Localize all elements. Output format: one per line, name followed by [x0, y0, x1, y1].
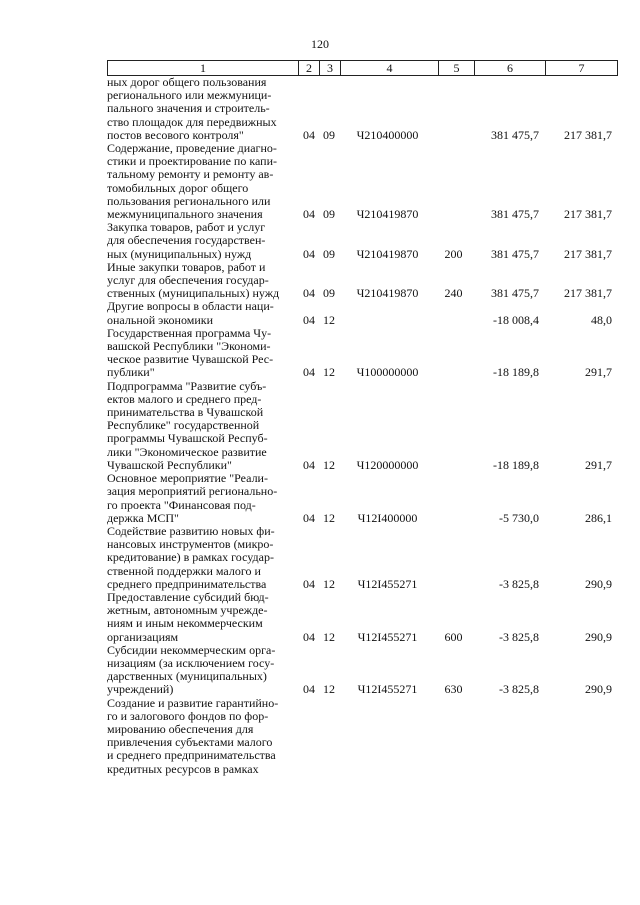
- description-line: программы Чувашской Респуб-: [107, 431, 268, 446]
- description-line: Содействие развитию новых фи-: [107, 523, 275, 538]
- expense-type-code: [436, 380, 471, 472]
- section-code: 04: [303, 286, 315, 301]
- table-row: [107, 261, 612, 301]
- row-description: [107, 300, 299, 326]
- amount-change: -5 730,0: [499, 510, 539, 525]
- target-article-code: Ч210419870: [356, 207, 419, 222]
- section-code: 04: [303, 312, 315, 327]
- expense-type-code: 240: [444, 286, 463, 301]
- description-line: ниям и иным некоммерческим: [107, 616, 263, 631]
- amount-change: 381 475,7: [491, 246, 539, 261]
- description-line: и среднего предпринимательства: [107, 748, 276, 763]
- description-line: пального значения и строитель-: [107, 101, 270, 116]
- description-line: Иные закупки товаров, работ и: [107, 259, 266, 274]
- description-line: низациям (за исключением госу-: [107, 655, 275, 670]
- description-line: принимательства в Чувашской: [107, 405, 264, 420]
- amount-total: 291,7: [585, 457, 612, 472]
- expense-type-code: 200: [444, 246, 463, 261]
- description-line: лики "Экономическое развитие: [107, 444, 267, 459]
- description-line: ных (муниципальных) нужд: [107, 246, 252, 261]
- row-description: [107, 327, 299, 380]
- subsection-code: 09: [323, 286, 335, 301]
- amount-total: 290,9: [585, 576, 612, 591]
- subsection-code: 12: [323, 312, 335, 327]
- expense-type-code: [436, 76, 471, 142]
- description-line: регионального или межмуници-: [107, 88, 272, 103]
- description-line: для обеспечения государствен-: [107, 233, 266, 248]
- amount-total: 290,9: [585, 682, 612, 697]
- row-description: [107, 697, 299, 776]
- description-line: среднего предпринимательства: [107, 576, 267, 591]
- description-line: публики": [107, 365, 155, 380]
- expense-type-code: [436, 300, 471, 326]
- description-line: привлечения субъектами малого: [107, 735, 273, 750]
- description-line: организациям: [107, 629, 179, 644]
- table-row: [107, 380, 612, 472]
- row-description: [107, 525, 299, 591]
- target-article-code: Ч12I455271: [357, 576, 418, 591]
- target-article-code: [339, 697, 436, 776]
- column-header-5: 5: [439, 61, 475, 76]
- budget-table: [107, 76, 612, 776]
- row-description: [107, 591, 299, 644]
- subsection-code: 12: [323, 365, 335, 380]
- description-line: Содержание, проведение диагно-: [107, 141, 277, 156]
- section-code: 04: [303, 365, 315, 380]
- description-line: Основное мероприятие "Реали-: [107, 471, 268, 486]
- description-line: дарственных (муниципальных): [107, 669, 267, 684]
- column-header-2: 2: [299, 61, 320, 76]
- row-description: [107, 76, 299, 142]
- expense-type-code: [436, 142, 471, 221]
- amount-total: 48,0: [591, 312, 612, 327]
- target-article-code: Ч12I455271: [357, 682, 418, 697]
- table-row: [107, 591, 612, 644]
- subsection-code: 12: [323, 510, 335, 525]
- subsection-code: 12: [323, 629, 335, 644]
- target-article-code: [339, 300, 436, 326]
- description-line: Чувашской Республики": [107, 457, 232, 472]
- table-row: [107, 472, 612, 525]
- subsection-code: 09: [323, 127, 335, 142]
- amount-change: 381 475,7: [491, 127, 539, 142]
- description-line: кредитование) в рамках государ-: [107, 550, 274, 565]
- subsection-code: 09: [323, 207, 335, 222]
- description-line: Подпрограмма "Развитие субъ-: [107, 378, 267, 393]
- description-line: Закупка товаров, работ и услуг: [107, 220, 266, 235]
- description-line: кредитных ресурсов в рамках: [107, 761, 259, 776]
- expense-type-code: 600: [444, 629, 463, 644]
- expense-type-code: 630: [444, 682, 463, 697]
- description-line: ональной экономики: [107, 312, 213, 327]
- column-header-1: 1: [108, 61, 299, 76]
- page-number: 120: [311, 37, 329, 51]
- description-line: го проекта "Финансовая под-: [107, 497, 256, 512]
- amount-total: 286,1: [585, 510, 612, 525]
- column-header-3: 3: [320, 61, 341, 76]
- description-line: Республике" государственной: [107, 418, 260, 433]
- description-line: ственной поддержки малого и: [107, 563, 261, 578]
- subsection-code: 12: [323, 682, 335, 697]
- amount-change: -18 008,4: [493, 312, 539, 327]
- subsection-code: [319, 697, 339, 776]
- section-code: 04: [303, 246, 315, 261]
- subsection-code: 09: [323, 246, 335, 261]
- row-description: [107, 472, 299, 525]
- section-code: [299, 697, 319, 776]
- subsection-code: 12: [323, 457, 335, 472]
- table-row: [107, 697, 612, 776]
- target-article-code: Ч12I455271: [357, 629, 418, 644]
- target-article-code: Ч120000000: [356, 457, 419, 472]
- amount-total: 217 381,7: [564, 207, 612, 222]
- description-line: услуг для обеспечения государ-: [107, 273, 269, 288]
- amount-total: 291,7: [585, 365, 612, 380]
- amount-change: 381 475,7: [491, 286, 539, 301]
- target-article-code: Ч210419870: [356, 246, 419, 261]
- section-code: 04: [303, 576, 315, 591]
- section-code: 04: [303, 682, 315, 697]
- expense-type-code: [436, 697, 471, 776]
- table-row: [107, 221, 612, 261]
- description-line: стики и проектирование по капи-: [107, 154, 277, 169]
- amount-change: -3 825,8: [499, 682, 539, 697]
- table-row: [107, 327, 612, 380]
- description-line: нансовых инструментов (микро-: [107, 537, 274, 552]
- description-line: вашской Республики "Экономи-: [107, 339, 271, 354]
- amount-total: [541, 697, 612, 776]
- amount-change: -3 825,8: [499, 629, 539, 644]
- description-line: мированию обеспечения для: [107, 721, 254, 736]
- target-article-code: Ч210400000: [356, 127, 419, 142]
- section-code: 04: [303, 127, 315, 142]
- description-line: Субсидии некоммерческим орга-: [107, 642, 276, 657]
- description-line: го и залогового фондов по фор-: [107, 708, 269, 723]
- expense-type-code: [436, 525, 471, 591]
- amount-total: 217 381,7: [564, 246, 612, 261]
- row-description: [107, 142, 299, 221]
- expense-type-code: [436, 472, 471, 525]
- description-line: Предоставление субсидий бюд-: [107, 589, 269, 604]
- target-article-code: Ч100000000: [356, 365, 419, 380]
- amount-change: 381 475,7: [491, 207, 539, 222]
- column-header-6: 6: [475, 61, 546, 76]
- description-line: держка МСП": [107, 510, 179, 525]
- amount-change: -18 189,8: [493, 365, 539, 380]
- target-article-code: Ч210419870: [356, 286, 419, 301]
- description-line: ческое развитие Чувашской Рес-: [107, 352, 274, 367]
- table-row: [107, 644, 612, 697]
- amount-change: -18 189,8: [493, 457, 539, 472]
- description-line: ственных (муниципальных) нужд: [107, 286, 280, 301]
- section-code: 04: [303, 207, 315, 222]
- section-code: 04: [303, 510, 315, 525]
- row-description: [107, 644, 299, 697]
- expense-type-code: [436, 327, 471, 380]
- amount-total: 217 381,7: [564, 127, 612, 142]
- description-line: томобильных дорог общего: [107, 180, 249, 195]
- description-line: Создание и развитие гарантийно-: [107, 695, 279, 710]
- table-row: [107, 525, 612, 591]
- column-header-4: 4: [341, 61, 439, 76]
- column-header-7: 7: [546, 61, 618, 76]
- description-line: ных дорог общего пользования: [107, 75, 267, 89]
- row-description: [107, 380, 299, 472]
- amount-change: [471, 697, 541, 776]
- description-line: постов весового контроля": [107, 127, 244, 142]
- table-row: [107, 142, 612, 221]
- description-line: учреждений): [107, 682, 174, 697]
- row-description: [107, 261, 299, 301]
- section-code: 04: [303, 457, 315, 472]
- description-line: Государственная программа Чу-: [107, 325, 272, 340]
- description-line: жетным, автономным учрежде-: [107, 603, 268, 618]
- description-line: зация мероприятий регионально-: [107, 484, 278, 499]
- table-row: [107, 300, 612, 326]
- row-description: [107, 221, 299, 261]
- section-code: 04: [303, 629, 315, 644]
- amount-total: 217 381,7: [564, 286, 612, 301]
- column-header-row: [107, 60, 618, 76]
- amount-total: 290,9: [585, 629, 612, 644]
- amount-change: -3 825,8: [499, 576, 539, 591]
- description-line: ство площадок для передвижных: [107, 114, 277, 129]
- description-line: ектов малого и среднего пред-: [107, 391, 262, 406]
- description-line: тальному ремонту и ремонту ав-: [107, 167, 274, 182]
- description-line: Другие вопросы в области наци-: [107, 299, 274, 314]
- description-line: межмуниципального значения: [107, 207, 263, 222]
- table-row: [107, 76, 612, 142]
- description-line: пользования регионального или: [107, 193, 271, 208]
- target-article-code: Ч12I400000: [357, 510, 418, 525]
- subsection-code: 12: [323, 576, 335, 591]
